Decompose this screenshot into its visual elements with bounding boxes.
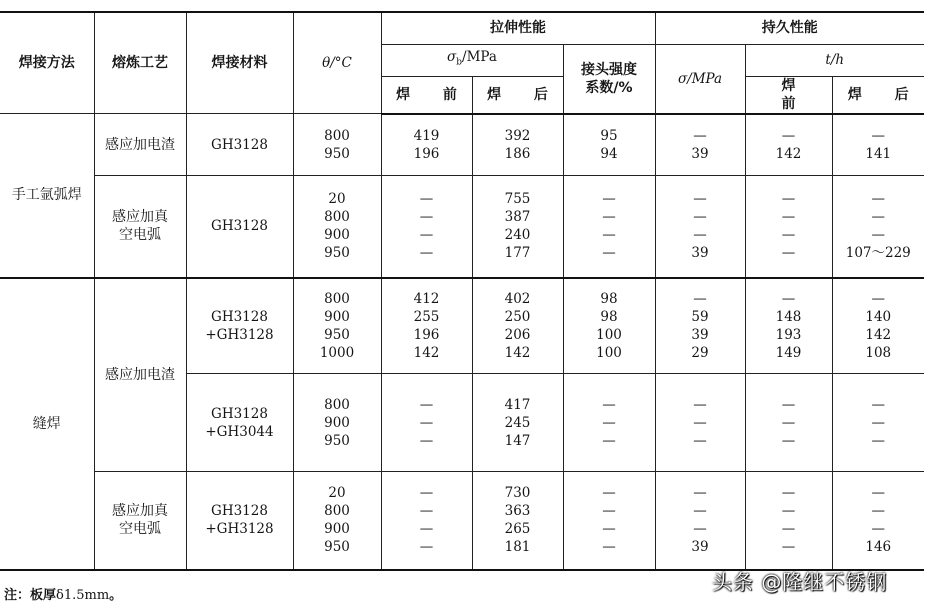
material-cell: GH3128 +GH3044: [186, 374, 293, 472]
header-creep-before: 焊 前: [745, 76, 832, 114]
sigma-b-after-cell: 392 186: [472, 114, 563, 176]
header-tensile-before: 焊 前: [381, 76, 472, 114]
t-before-cell: — 142: [745, 114, 832, 176]
table-row: [0, 114, 924, 176]
t-after-cell: — 140 142 108: [832, 278, 924, 374]
table-row: [0, 176, 924, 278]
note-label: 注：板厚: [4, 588, 57, 603]
watermark: 头条 @隆继不锈钢: [712, 570, 888, 594]
sigma-cell: — — — 39: [655, 176, 745, 278]
sigma-b-before-cell: — — —: [381, 374, 472, 472]
theta-cell: 800 950: [293, 114, 381, 176]
t-after-cell: — 141: [832, 114, 924, 176]
sigma-b-after-cell: 730 363 265 181: [472, 472, 563, 570]
sigma-cell: — 39: [655, 114, 745, 176]
theta-cell: 800 900 950 1000: [293, 278, 381, 374]
joint-strength-cell: — — — —: [563, 176, 655, 278]
t-before-cell: — 148 193 149: [745, 278, 832, 374]
joint-strength-cell: — — —: [563, 374, 655, 472]
header-creep: 持久性能: [655, 12, 924, 44]
note-value: δ1.5mm: [56, 588, 110, 603]
header-t-h: t/h: [745, 44, 924, 76]
sigma-cell: — 59 39 29: [655, 278, 745, 374]
sigma-b-after-cell: 402 250 206 142: [472, 278, 563, 374]
header-theta: θ/°C: [293, 12, 381, 114]
theta-cell: 800 900 950: [293, 374, 381, 472]
t-before-cell: — — —: [745, 374, 832, 472]
table-note: [4, 584, 122, 603]
method-manual-argon-arc: 手工氩弧焊: [0, 114, 94, 278]
theta-cell: 20 800 900 950: [293, 176, 381, 278]
joint-strength-cell: — — — —: [563, 472, 655, 570]
process-cell: 感应加真 空电弧: [94, 472, 186, 570]
t-before-cell: — — — —: [745, 472, 832, 570]
process-cell: 感应加电渣: [94, 114, 186, 176]
t-after-cell: — — —: [832, 374, 924, 472]
header-joint-strength: 接头强度 系数/%: [563, 44, 655, 114]
joint-strength-cell: 95 94: [563, 114, 655, 176]
material-cell: GH3128 +GH3128: [186, 278, 293, 374]
header-sigma-b: $\sigma_b$/MPa: [381, 44, 563, 76]
theta-cell: 20 800 900 950: [293, 472, 381, 570]
process-cell: 感应加真 空电弧: [94, 176, 186, 278]
t-after-cell: — — — 146: [832, 472, 924, 570]
weld-properties-table: [0, 11, 924, 571]
header-tensile: 拉伸性能: [381, 12, 655, 44]
process-cell: 感应加电渣: [94, 278, 186, 472]
method-seam-weld: 缝焊: [0, 278, 94, 570]
header-process: 熔炼工艺: [94, 12, 186, 114]
sigma-cell: — — —: [655, 374, 745, 472]
note-end: 。: [109, 588, 123, 603]
header-sigma: σ/MPa: [655, 44, 745, 114]
material-cell: GH3128: [186, 114, 293, 176]
sigma-b-before-cell: — — — —: [381, 176, 472, 278]
joint-strength-cell: 98 98 100 100: [563, 278, 655, 374]
table-row: [0, 472, 924, 570]
t-before-cell: — — — —: [745, 176, 832, 278]
sigma-b-before-cell: 412 255 196 142: [381, 278, 472, 374]
sigma-b-before-cell: — — — —: [381, 472, 472, 570]
header-tensile-after: 焊 后: [472, 76, 563, 114]
header-method: 焊接方法: [0, 12, 94, 114]
t-after-cell: — — — 107～229: [832, 176, 924, 278]
material-cell: GH3128: [186, 176, 293, 278]
material-cell: GH3128 +GH3128: [186, 472, 293, 570]
table-row: [0, 278, 924, 374]
sigma-cell: — — — 39: [655, 472, 745, 570]
sigma-b-after-cell: 755 387 240 177: [472, 176, 563, 278]
header-creep-after: 焊 后: [832, 76, 924, 114]
header-material: 焊接材料: [186, 12, 293, 114]
sigma-b-before-cell: 419 196: [381, 114, 472, 176]
sigma-b-after-cell: 417 245 147: [472, 374, 563, 472]
